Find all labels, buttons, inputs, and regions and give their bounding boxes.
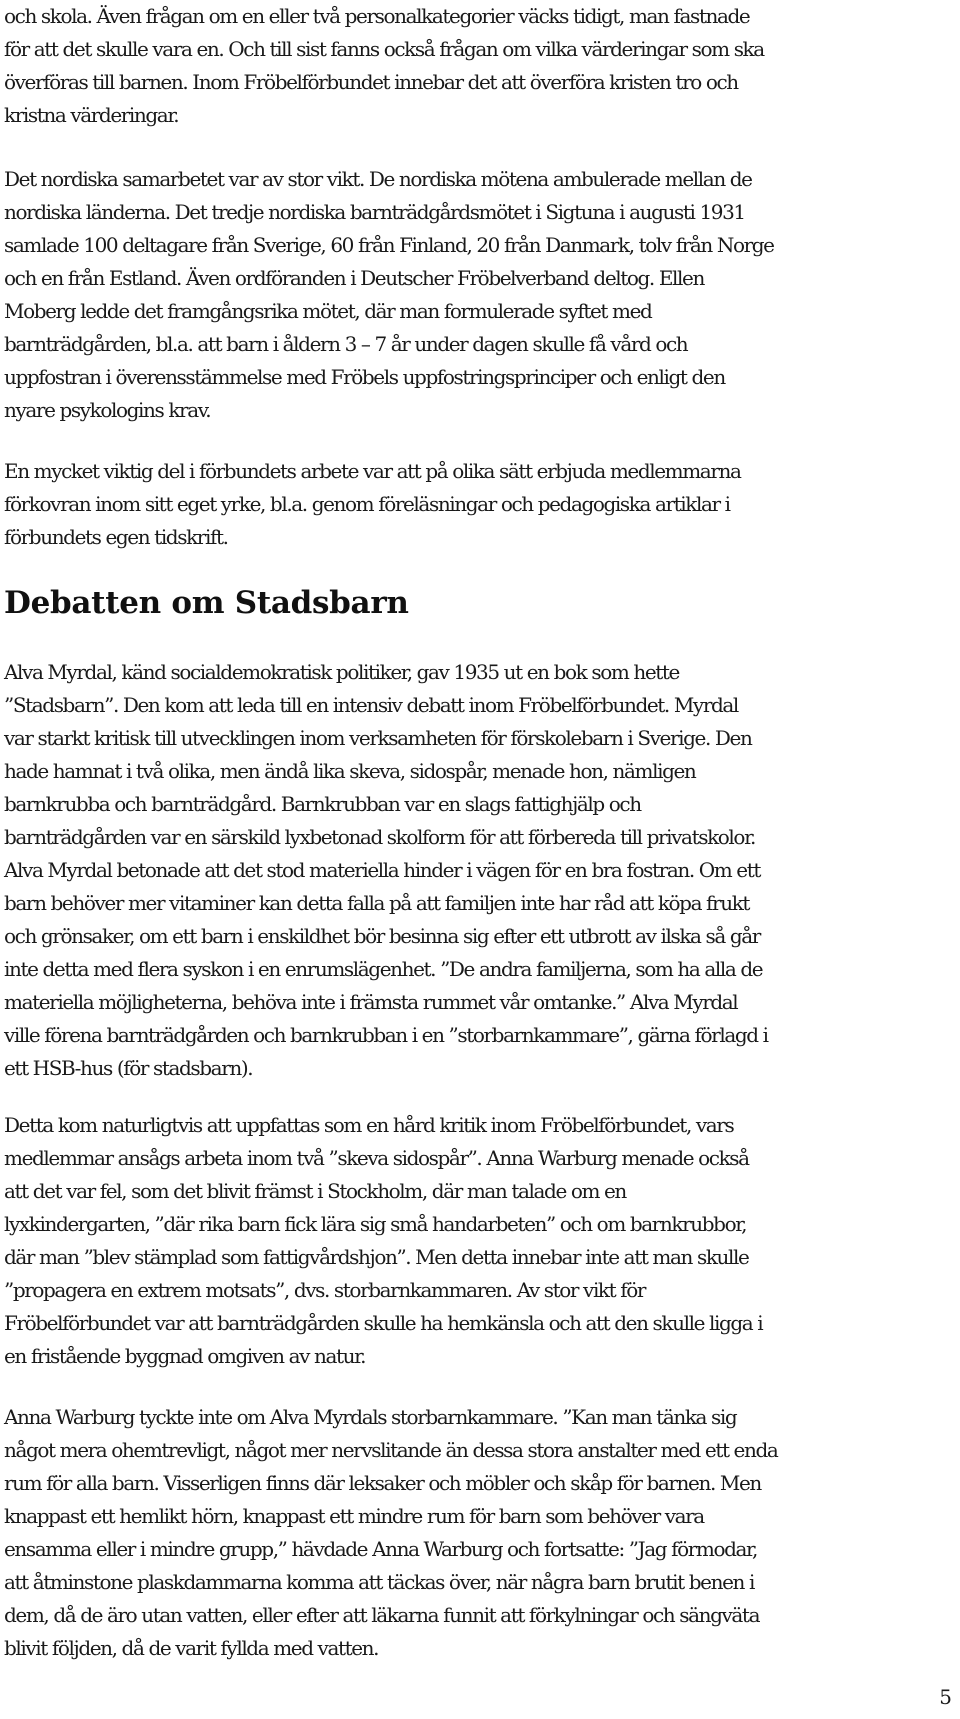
paragraph-3: [4, 455, 956, 554]
text-line: Fröbelförbundet var att barnträdgården skulle ha hemkänsla och att den skulle ligga i: [4, 1311, 763, 1335]
text-line: för att det skulle vara en. Och till sist fanns också frågan om vilka värderingar som ska: [4, 37, 764, 61]
text-line: Alva Myrdal, känd socialdemokratisk politiker, gav 1935 ut en bok som hette: [4, 660, 679, 684]
text-line: barn behöver mer vitaminer kan detta falla på att familjen inte har råd att köpa frukt: [4, 891, 750, 915]
text-line: materiella möjligheterna, behöva inte i främsta rummet vår omtanke.” Alva Myrdal: [4, 990, 738, 1014]
text-line: ensamma eller i mindre grupp,” hävdade Anna Warburg och fortsatte: ”Jag förmodar,: [4, 1537, 757, 1561]
text-line: nordiska länderna. Det tredje nordiska barnträdgårdsmötet i Sigtuna i augusti 1931: [4, 200, 745, 224]
text-line: överföras till barnen. Inom Fröbelförbundet innebar det att överföra kristen tro och: [4, 70, 738, 94]
text-line: och en från Estland. Även ordföranden i Deutscher Fröbelverband deltog. Ellen: [4, 266, 704, 290]
paragraph-1: [4, 0, 956, 132]
text-line: ”propagera en extrem motsats”, dvs. storbarnkammaren. Av stor vikt för: [4, 1278, 646, 1302]
text-line: medlemmar ansågs arbeta inom två ”skeva sidospår”. Anna Warburg menade också: [4, 1146, 749, 1170]
text-line: var starkt kritisk till utvecklingen inom verksamheten för förskolebarn i Sverige. Den: [4, 726, 752, 750]
text-line: samlade 100 deltagare från Sverige, 60 från Finland, 20 från Danmark, tolv från Norge: [4, 233, 774, 257]
text-line: dem, då de äro utan vatten, eller efter att läkarna funnit att förkylningar och sängväta: [4, 1603, 760, 1627]
text-line: knappast ett hemlikt hörn, knappast ett mindre rum för barn som behöver vara: [4, 1504, 704, 1528]
text-line: ville förena barnträdgården och barnkrubban i en ”storbarnkammare”, gärna förlagd i: [4, 1023, 768, 1047]
text-line: barnträdgården var en särskild lyxbetonad skolform för att förbereda till privatskolor.: [4, 825, 755, 849]
text-line: En mycket viktig del i förbundets arbete var att på olika sätt erbjuda medlemmarna: [4, 459, 741, 483]
text-line: ett HSB-hus (för stadsbarn).: [4, 1056, 253, 1080]
paragraph-4: [4, 656, 956, 1085]
text-line: Moberg ledde det framgångsrika mötet, där man formulerade syftet med: [4, 299, 652, 323]
text-line: något mera ohemtrevligt, något mer nervslitande än dessa stora anstalter med ett enda: [4, 1438, 778, 1462]
text-line: rum för alla barn. Visserligen finns där leksaker och möbler och skåp för barnen. Men: [4, 1471, 761, 1495]
text-line: Alva Myrdal betonade att det stod materiella hinder i vägen för en bra fostran. Om ett: [4, 858, 760, 882]
text-line: en fristående byggnad omgiven av natur.: [4, 1344, 366, 1368]
text-line: och grönsaker, om ett barn i enskildhet bör besinna sig efter ett utbrott av ilska så går: [4, 924, 760, 948]
text-line: nyare psykologins krav.: [4, 398, 211, 422]
text-line: barnkrubba och barnträdgård. Barnkrubban var en slags fattighjälp och: [4, 792, 641, 816]
text-line: förbundets egen tidskrift.: [4, 525, 228, 549]
text-line: Anna Warburg tyckte inte om Alva Myrdals storbarnkammare. ”Kan man tänka sig: [4, 1405, 737, 1429]
text-line: uppfostran i överensstämmelse med Fröbels uppfostringsprinciper och enligt den: [4, 365, 725, 389]
paragraph-6: [4, 1401, 956, 1665]
section-heading: Debatten om Stadsbarn: [4, 585, 409, 621]
page-number: 5: [939, 1685, 952, 1709]
text-line: kristna värderingar.: [4, 103, 179, 127]
text-line: och skola. Även frågan om en eller två personalkategorier väcks tidigt, man fastnade: [4, 4, 750, 28]
text-line: Det nordiska samarbetet var av stor vikt. De nordiska mötena ambulerade mellan de: [4, 167, 752, 191]
paragraph-2: [4, 163, 956, 427]
text-line: Detta kom naturligtvis att uppfattas som en hård kritik inom Fröbelförbundet, vars: [4, 1113, 734, 1137]
text-line: barnträdgården, bl.a. att barn i åldern 3 – 7 år under dagen skulle få vård och: [4, 332, 688, 356]
text-line: ”Stadsbarn”. Den kom att leda till en intensiv debatt inom Fröbelförbundet. Myrdal: [4, 693, 738, 717]
text-line: att åtminstone plaskdammarna komma att täckas över, när några barn brutit benen i: [4, 1570, 754, 1594]
text-line: förkovran inom sitt eget yrke, bl.a. genom föreläsningar och pedagogiska artiklar i: [4, 492, 730, 516]
text-line: inte detta med flera syskon i en enrumslägenhet. ”De andra familjerna, som ha alla de: [4, 957, 763, 981]
text-line: blivit följden, då de varit fyllda med vatten.: [4, 1636, 379, 1660]
text-line: att det var fel, som det blivit främst i Stockholm, där man talade om en: [4, 1179, 626, 1203]
text-line: lyxkindergarten, ”där rika barn fick lära sig små handarbeten” och om barnkrubbor,: [4, 1212, 747, 1236]
paragraph-5: [4, 1109, 956, 1373]
text-line: hade hamnat i två olika, men ändå lika skeva, sidospår, menade hon, nämligen: [4, 759, 696, 783]
text-line: där man ”blev stämplad som fattigvårdshjon”. Men detta innebar inte att man skulle: [4, 1245, 749, 1269]
